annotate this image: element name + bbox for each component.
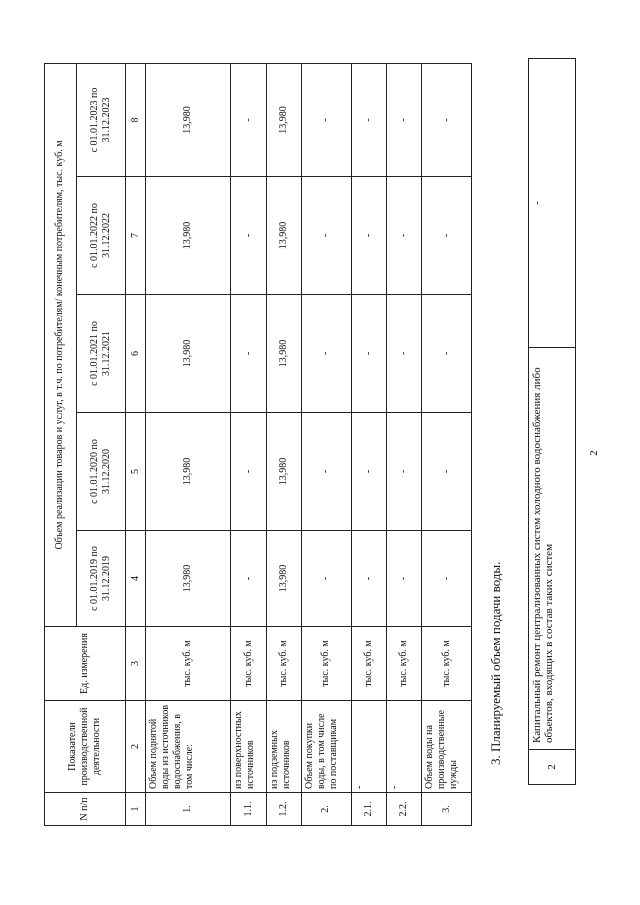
page-number: 2 <box>588 450 600 456</box>
row-value: - <box>351 177 386 295</box>
row-value: 13,980 <box>146 531 231 627</box>
row-value: - <box>529 59 576 348</box>
row-value: - <box>422 177 472 295</box>
row-value: - <box>422 413 472 531</box>
row-unit: тыс. куб. м <box>387 627 422 701</box>
row-number: 2 <box>529 750 576 785</box>
table-row <box>302 64 352 826</box>
row-value: 13,980 <box>266 413 301 531</box>
row-unit: тыс. куб. м <box>266 627 301 701</box>
row-value: 13,980 <box>146 64 231 177</box>
header-indicator: Показатели производственной деятельности <box>45 701 126 793</box>
row-value: - <box>231 64 266 177</box>
column-number: 2 <box>126 701 146 793</box>
header-period: с 01.01.2023 по 31.12.2023 <box>76 64 126 177</box>
header-period: с 01.01.2022 по 31.12.2022 <box>76 177 126 295</box>
row-value: - <box>302 295 352 413</box>
row-value: - <box>302 177 352 295</box>
table-row <box>351 64 386 826</box>
column-number: 8 <box>126 64 146 177</box>
row-label: - <box>351 701 386 793</box>
row-value: - <box>387 413 422 531</box>
row-value: - <box>387 531 422 627</box>
row-number: 1.1. <box>231 793 266 826</box>
row-number: 2. <box>302 793 352 826</box>
row-unit: тыс. куб. м <box>422 627 472 701</box>
row-value: - <box>387 64 422 177</box>
row-value: - <box>351 531 386 627</box>
row-value: 13,980 <box>146 295 231 413</box>
table-row <box>422 64 472 826</box>
header-period: с 01.01.2020 по 31.12.2020 <box>76 413 126 531</box>
row-value: 13,980 <box>266 177 301 295</box>
row-unit: тыс. куб. м <box>302 627 352 701</box>
row-value: 13,980 <box>146 413 231 531</box>
row-value: - <box>302 64 352 177</box>
table-row <box>387 64 422 826</box>
row-value: - <box>422 64 472 177</box>
column-number: 4 <box>126 531 146 627</box>
column-numbers-row <box>126 64 146 826</box>
row-number: 2.1. <box>351 793 386 826</box>
row-number: 2.2. <box>387 793 422 826</box>
row-label: из поверхностных источников <box>231 701 266 793</box>
row-value: - <box>231 177 266 295</box>
row-label: Объем покупки воды, в том числе по поставщикам <box>302 701 352 793</box>
row-number: 1.2. <box>266 793 301 826</box>
row-label: - <box>387 701 422 793</box>
row-value: - <box>351 295 386 413</box>
row-value: - <box>302 413 352 531</box>
row-value: 13,980 <box>146 177 231 295</box>
row-value: - <box>422 531 472 627</box>
header-period: с 01.01.2019 по 31.12.2019 <box>76 531 126 627</box>
row-value: - <box>231 295 266 413</box>
column-number: 1 <box>126 793 146 826</box>
row-unit: тыс. куб. м <box>351 627 386 701</box>
row-value: - <box>231 531 266 627</box>
row-value: - <box>351 413 386 531</box>
row-label: Объем поднятой воды из источников водоснабжения, в том числе: <box>146 701 231 793</box>
row-label: из подземных источников <box>266 701 301 793</box>
table-body <box>146 64 472 826</box>
row-label: Объем воды на производственные нужды <box>422 701 472 793</box>
column-number: 3 <box>126 627 146 701</box>
table-row <box>266 64 301 826</box>
capital-repair-table <box>528 58 576 785</box>
row-unit: тыс. куб. м <box>231 627 266 701</box>
table-row <box>146 64 231 826</box>
row-number: 3. <box>422 793 472 826</box>
table-row <box>231 64 266 826</box>
section-title: 3. Планируемый объем подачи воды. <box>488 561 503 765</box>
column-number: 5 <box>126 413 146 531</box>
row-unit: тыс. куб. м <box>146 627 231 701</box>
row-title: Капитальный ремонт централизованных систем холодного водоснабжения либо объектов, входящих в состав таких систем <box>529 348 576 750</box>
header-period: с 01.01.2021 по 31.12.2021 <box>76 295 126 413</box>
row-value: 13,980 <box>266 295 301 413</box>
water-supply-table <box>44 63 472 826</box>
row-value: 13,980 <box>266 64 301 177</box>
column-number: 6 <box>126 295 146 413</box>
row-value: - <box>351 64 386 177</box>
row-value: - <box>387 177 422 295</box>
row-value: 13,980 <box>266 531 301 627</box>
column-number: 7 <box>126 177 146 295</box>
header-n: N п/п <box>45 793 126 826</box>
row-number: 1. <box>146 793 231 826</box>
header-unit: Ед. измерения <box>45 627 126 701</box>
row-value: - <box>387 295 422 413</box>
row-value: - <box>422 295 472 413</box>
row-value: - <box>302 531 352 627</box>
row-value: - <box>231 413 266 531</box>
table-row <box>529 59 576 785</box>
header-volume: Объем реализации товаров и услуг, в т.ч. по потребителям/ конечным потребителям, тыс. куб. м <box>45 64 77 627</box>
header-row <box>45 64 77 826</box>
